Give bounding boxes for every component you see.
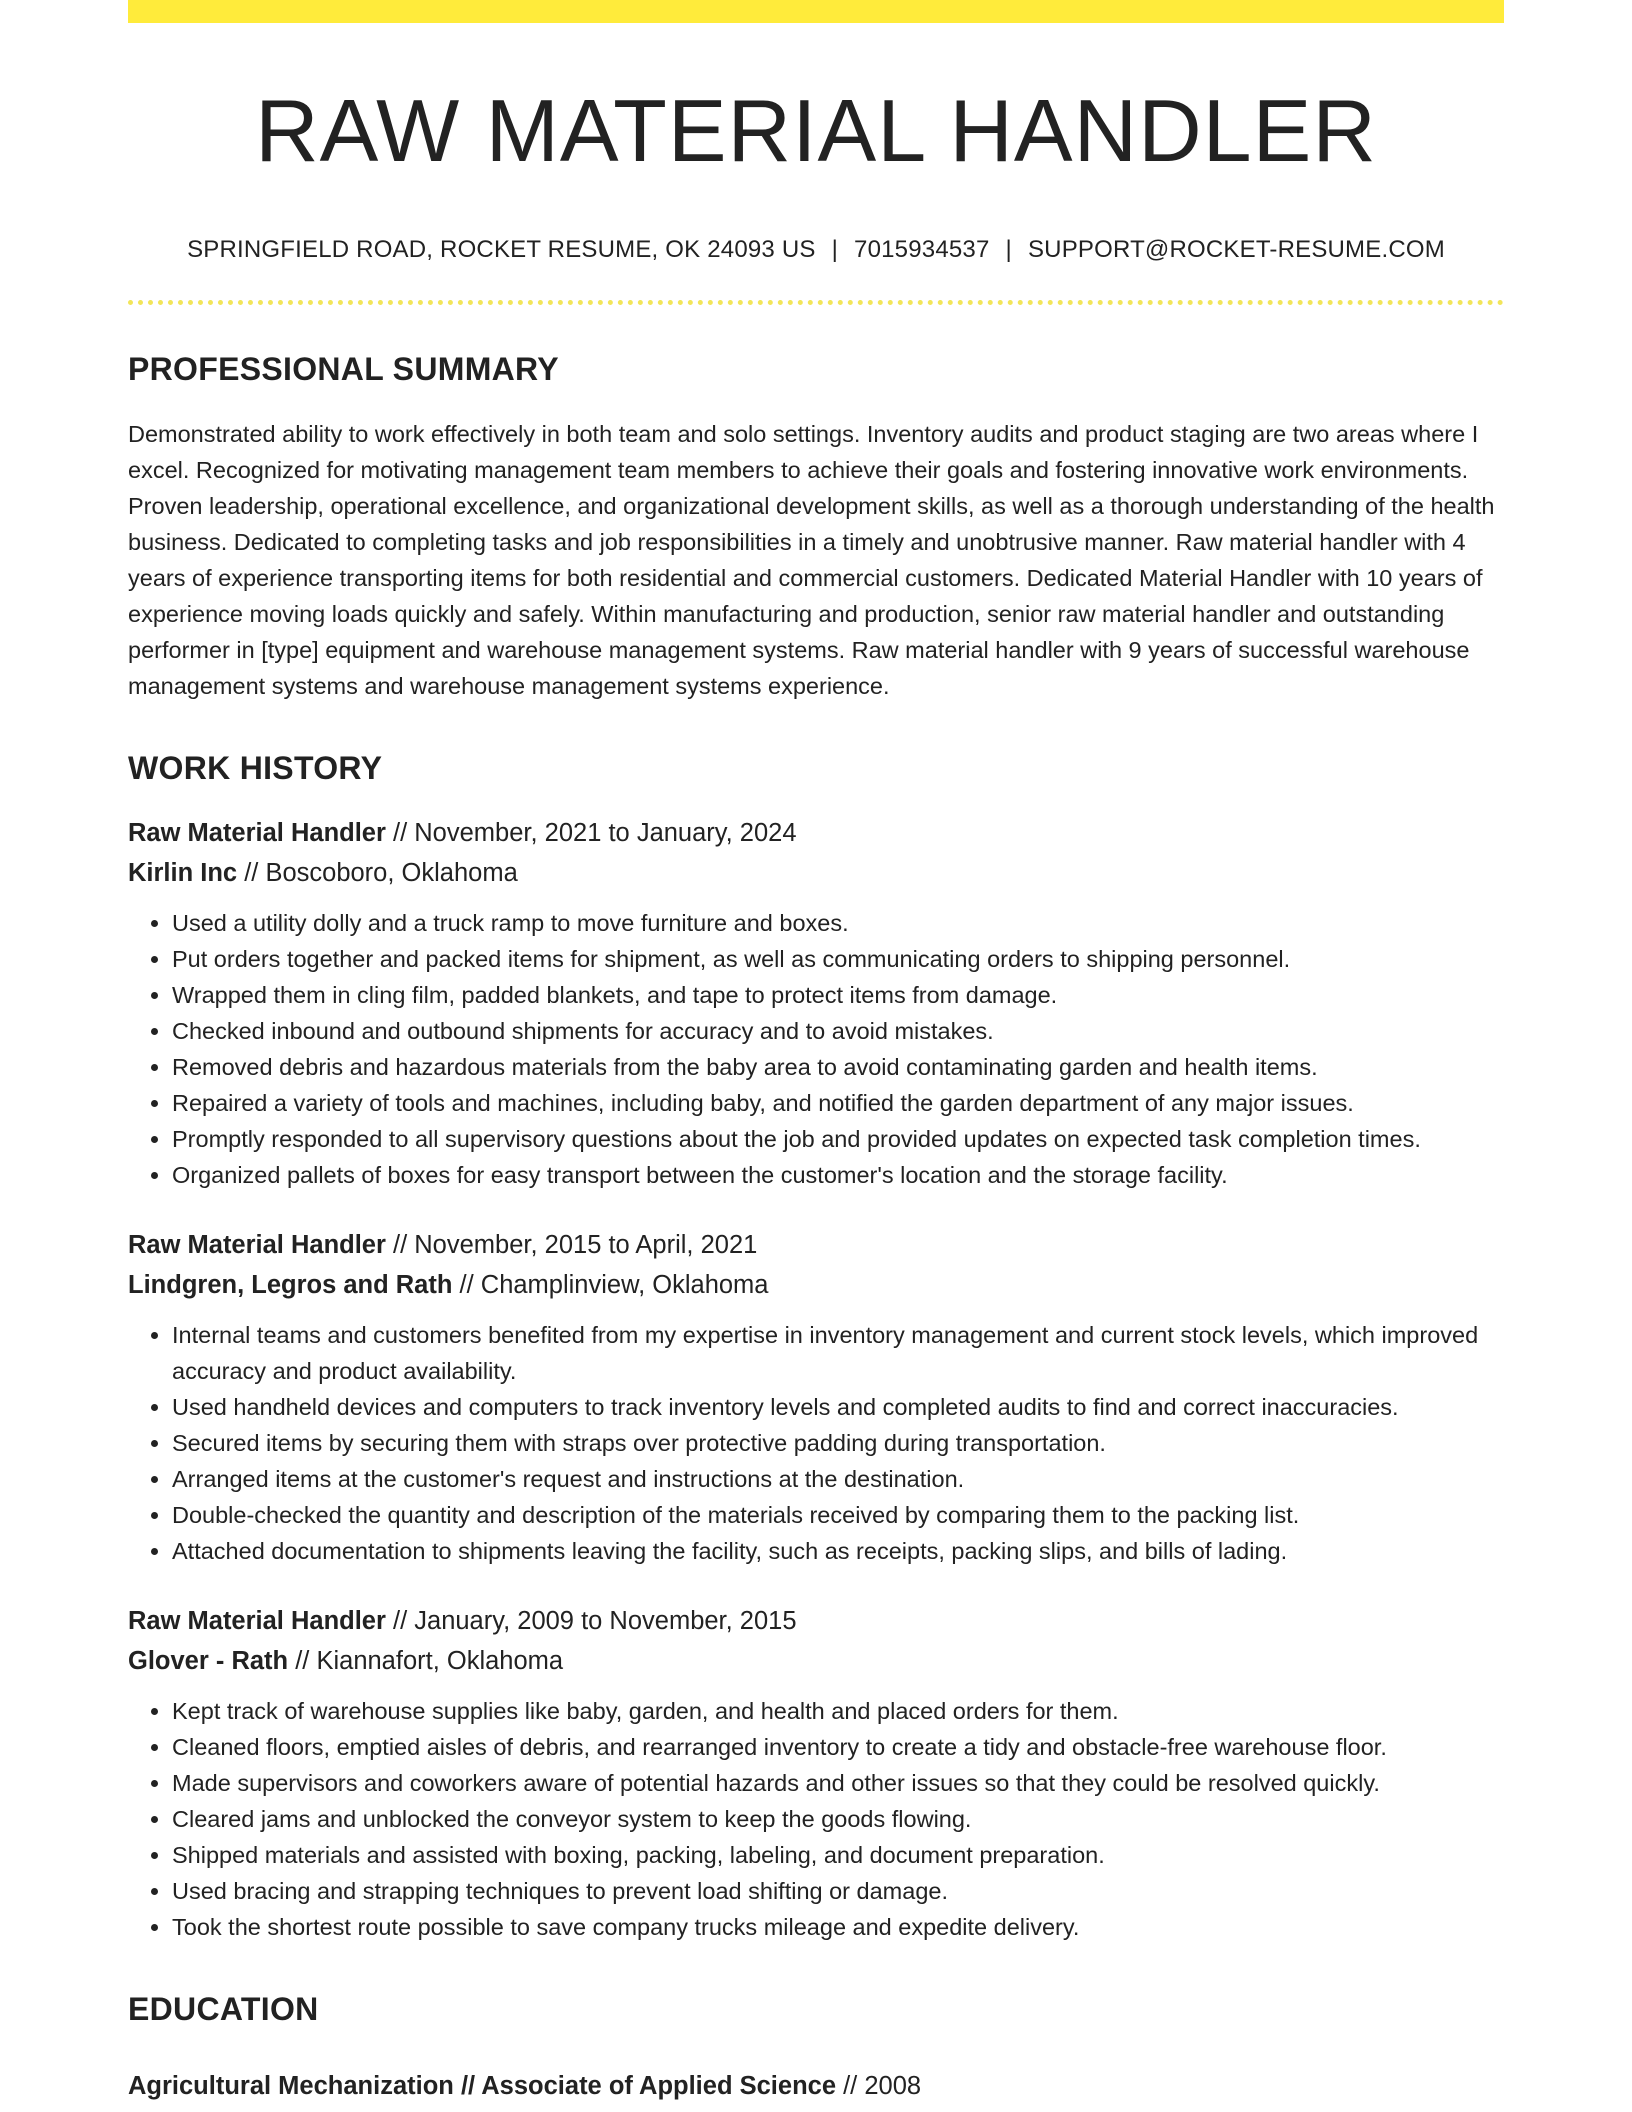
job-company-line bbox=[128, 1641, 1504, 1681]
contact-separator: | bbox=[1005, 235, 1012, 263]
education-year: // 2008 bbox=[836, 2071, 922, 2100]
bullet-item: • Shipped materials and assisted with boxing, packing, labeling, and document preparation. bbox=[172, 1837, 1504, 1873]
bullet-item: • Repaired a variety of tools and machines, including baby, and notified the garden department of any major issues. bbox=[172, 1085, 1504, 1121]
job-company: Kirlin Inc bbox=[128, 858, 238, 887]
job-role: Raw Material Handler bbox=[128, 818, 386, 847]
bullet-item: • Used bracing and strapping techniques to prevent load shifting or damage. bbox=[172, 1873, 1504, 1909]
bullet-item: • Kept track of warehouse supplies like baby, garden, and health and placed orders for them. bbox=[172, 1693, 1504, 1729]
accent-bar bbox=[128, 0, 1504, 23]
job-role: Raw Material Handler bbox=[128, 1606, 386, 1635]
job-entry bbox=[128, 1225, 1504, 1569]
bullet-item: • Secured items by securing them with straps over protective padding during transportation. bbox=[172, 1425, 1504, 1461]
education-degree: Agricultural Mechanization // Associate of Applied Science bbox=[128, 2071, 837, 2100]
bullet-item: • Cleaned floors, emptied aisles of debris, and rearranged inventory to create a tidy and obstacle-free warehouse floor. bbox=[172, 1729, 1504, 1765]
contact-address: SPRINGFIELD ROAD, ROCKET RESUME, OK 24093 US bbox=[187, 235, 816, 263]
job-company-line bbox=[128, 853, 1504, 893]
job-dates: // January, 2009 to November, 2015 bbox=[385, 1606, 797, 1635]
work-history-heading: WORK HISTORY bbox=[128, 749, 383, 786]
contact-line bbox=[128, 236, 1504, 264]
job-dates: // November, 2021 to January, 2024 bbox=[385, 818, 797, 847]
job-company: Lindgren, Legros and Rath bbox=[128, 1270, 453, 1299]
contact-phone: 7015934537 bbox=[854, 235, 990, 263]
dotted-divider bbox=[128, 300, 1504, 305]
bullet-item: • Internal teams and customers benefited from my expertise in inventory management and current stock levels, which improved accuracy and product availability. bbox=[172, 1317, 1504, 1389]
summary-text: Demonstrated ability to work effectively in both team and solo settings. Inventory audits and product staging are two areas where I excel. Recognized for motivating management team members to achieve their goals and fostering innovative work environments. Proven leadership, operational excellence, and organizational development skills, as well as a thorough understanding of the health business. Dedicated to completing tasks and job responsibilities in a timely and unobtrusive manner. Raw material handler with 4 years of experience transporting items for both residential and commercial customers. Dedicated Material Handler with 10 years of experience moving loads quickly and safely. Within manufacturing and production, senior raw material handler and outstanding performer in [type] equipment and warehouse management systems. Raw material handler with 9 years of successful warehouse management systems and warehouse management systems experience. bbox=[128, 420, 1495, 699]
job-company-line bbox=[128, 1265, 1504, 1305]
summary-heading: PROFESSIONAL SUMMARY bbox=[128, 350, 559, 387]
job-company: Glover - Rath bbox=[128, 1646, 289, 1675]
resume-page bbox=[128, 0, 1504, 2106]
job-bullets bbox=[128, 1317, 1504, 1569]
bullet-item: • Removed debris and hazardous materials from the baby area to avoid contaminating garden and health items. bbox=[172, 1049, 1504, 1085]
job-location: // Champlinview, Oklahoma bbox=[452, 1270, 769, 1299]
job-title-line bbox=[128, 1601, 1504, 1641]
bullet-item: • Promptly responded to all supervisory questions about the job and provided updates on expected task completion times. bbox=[172, 1121, 1504, 1157]
bullet-item: • Checked inbound and outbound shipments for accuracy and to avoid mistakes. bbox=[172, 1013, 1504, 1049]
work-history-list bbox=[128, 813, 1504, 1945]
bullet-item: • Arranged items at the customer's request and instructions at the destination. bbox=[172, 1461, 1504, 1497]
job-bullets bbox=[128, 905, 1504, 1193]
job-bullets bbox=[128, 1693, 1504, 1945]
job-role: Raw Material Handler bbox=[128, 1230, 386, 1259]
job-entry bbox=[128, 813, 1504, 1193]
bullet-item: • Used a utility dolly and a truck ramp to move furniture and boxes. bbox=[172, 905, 1504, 941]
bullet-item: • Put orders together and packed items for shipment, as well as communicating orders to shipping personnel. bbox=[172, 941, 1504, 977]
bullet-item: • Organized pallets of boxes for easy transport between the customer's location and the storage facility. bbox=[172, 1157, 1504, 1193]
bullet-item: • Took the shortest route possible to save company trucks mileage and expedite delivery. bbox=[172, 1909, 1504, 1945]
job-entry bbox=[128, 1601, 1504, 1945]
bullet-item: • Attached documentation to shipments leaving the facility, such as receipts, packing slips, and bills of lading. bbox=[172, 1533, 1504, 1569]
bullet-item: • Wrapped them in cling film, padded blankets, and tape to protect items from damage. bbox=[172, 977, 1504, 1013]
bullet-item: • Double-checked the quantity and description of the materials received by comparing them to the packing list. bbox=[172, 1497, 1504, 1533]
bullet-item: • Cleared jams and unblocked the conveyor system to keep the goods flowing. bbox=[172, 1801, 1504, 1837]
bullet-item: • Used handheld devices and computers to track inventory levels and completed audits to find and correct inaccuracies. bbox=[172, 1389, 1504, 1425]
education-entry bbox=[128, 2066, 1504, 2106]
contact-separator: | bbox=[831, 235, 839, 263]
job-location: // Boscoboro, Oklahoma bbox=[237, 858, 518, 887]
job-title-line bbox=[128, 1225, 1504, 1265]
job-title-line bbox=[128, 813, 1504, 853]
bullet-item: • Made supervisors and coworkers aware of potential hazards and other issues so that they could be resolved quickly. bbox=[172, 1765, 1504, 1801]
job-dates: // November, 2015 to April, 2021 bbox=[385, 1230, 758, 1259]
contact-email: SUPPORT@ROCKET-RESUME.COM bbox=[1027, 235, 1445, 263]
education-heading: EDUCATION bbox=[128, 1990, 319, 2027]
job-location: // Kiannafort, Oklahoma bbox=[288, 1646, 564, 1675]
resume-name: RAW MATERIAL HANDLER bbox=[255, 81, 1377, 180]
